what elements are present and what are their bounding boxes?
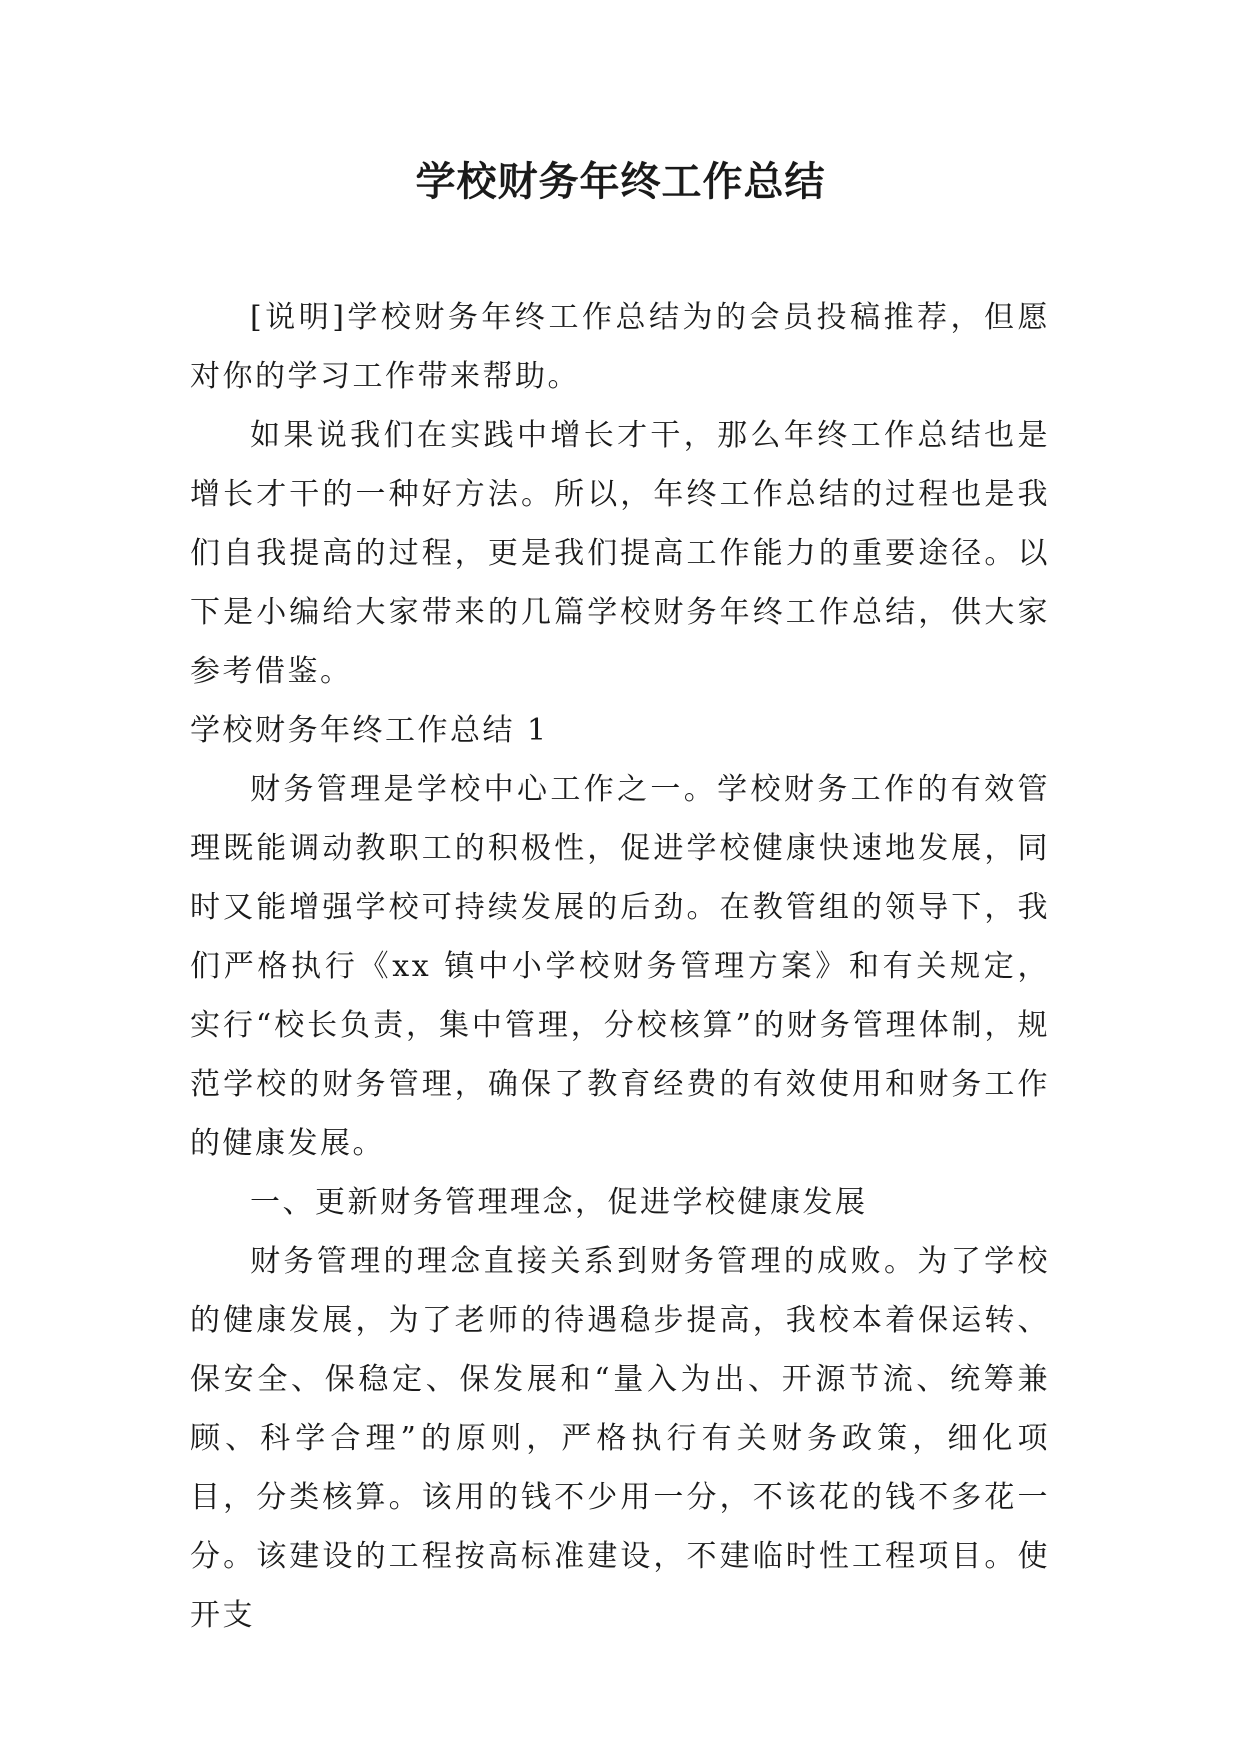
paragraph-principles: 财务管理的理念直接关系到财务管理的成败。为了学校的健康发展，为了老师的待遇稳步提高，我校本着保运转、保安全、保稳定、保发展和“量入为出、开源节流、统筹兼顾、科学合理”的原则，严格执行有关财务政策，细化项目，分类核算。该用的钱不少用一分，不该花的钱不多花一分。该建设的工程按高标准建设，不建临时性工程项目。使开支 <box>190 1244 1050 1633</box>
paragraph-intro: 如果说我们在实践中增长才干，那么年终工作总结也是增长才干的一种好方法。所以，年终工作总结的过程也是我们自我提高的过程，更是我们提高工作能力的重要途径。以下是小编给大家带来的几篇学校财务年终工作总结，供大家参考借鉴。 <box>190 418 1050 689</box>
section-heading: 学校财务年终工作总结 1 <box>190 713 549 748</box>
paragraph-overview: 财务管理是学校中心工作之一。学校财务工作的有效管理既能调动教职工的积极性，促进学校健康快速地发展，同时又能增强学校可持续发展的后劲。在教管组的领导下，我们严格执行《xx 镇中小学校财务管理方案》和有关规定，实行“校长负责，集中管理，分校核算”的财务管理体制，规范学校的财务管理，确保了教育经费的有效使用和财务工作的健康发展。 <box>190 772 1050 1161</box>
paragraph-note: [说明]学校财务年终工作总结为的会员投稿推荐，但愿对你的学习工作带来帮助。 <box>190 300 1050 394</box>
subsection-heading: 一、更新财务管理理念，促进学校健康发展 <box>250 1185 868 1220</box>
document-body <box>190 288 1050 1645</box>
document-title: 学校财务年终工作总结 <box>415 159 826 205</box>
